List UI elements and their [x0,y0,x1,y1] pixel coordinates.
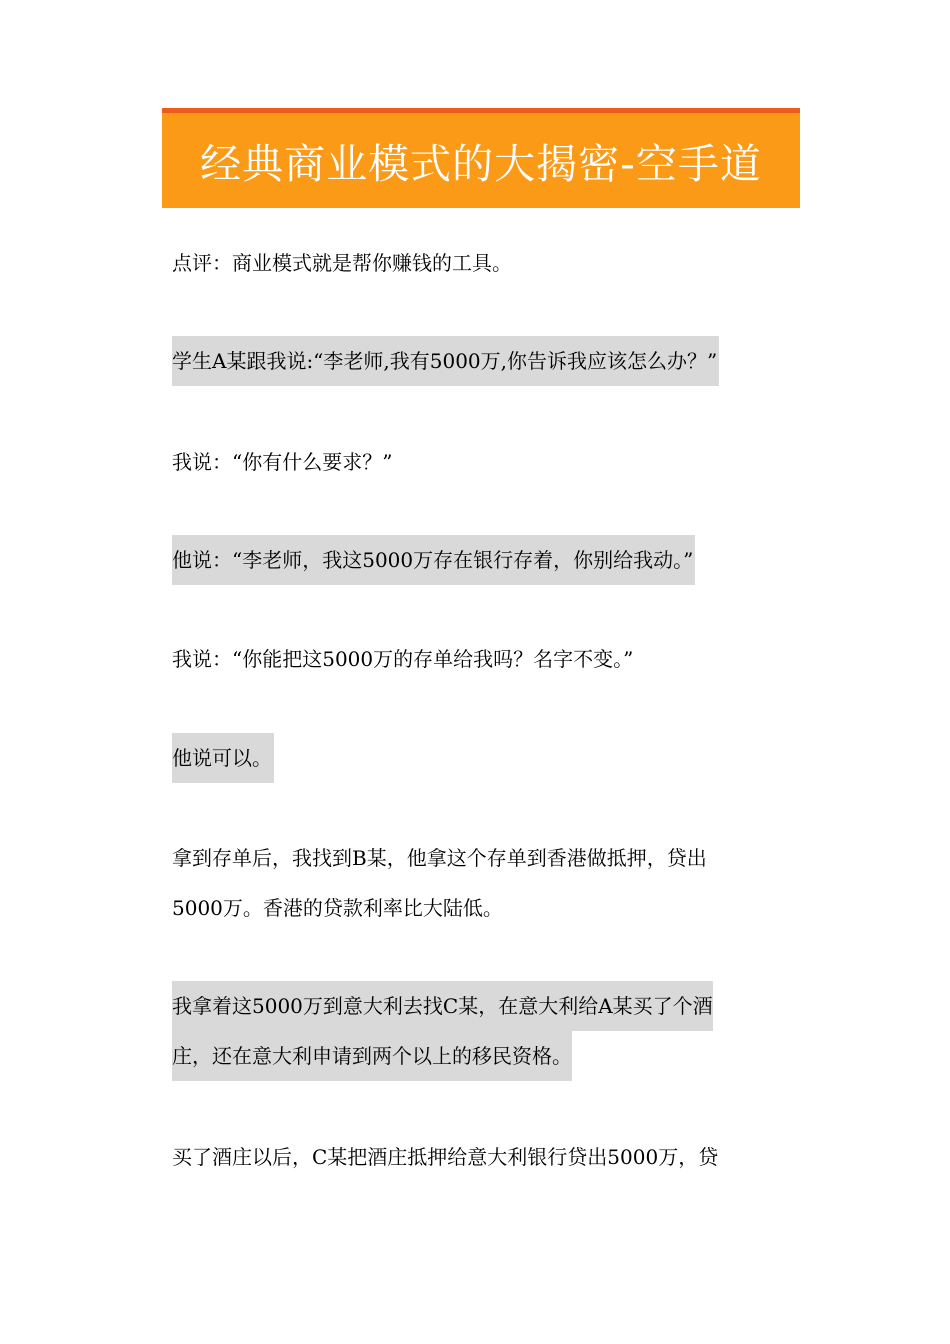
paragraph-line: 拿到存单后，我找到B某，他拿这个存单到香港做抵押，贷出 [172,846,707,870]
paragraph-winery-loan [172,1132,718,1182]
paragraph-line: 买了酒庄以后，C某把酒庄抵押给意大利银行贷出5000万，贷 [172,1145,719,1169]
highlighted-text: 庄，还在意大利申请到两个以上的移民资格。 [172,1031,572,1081]
paragraph-i-said-1 [172,437,392,487]
highlighted-text: 我拿着这5000万到意大利去找C某，在意大利给A某买了个酒 [172,981,713,1031]
highlighted-text: 他说可以。 [172,733,274,783]
document-title: 经典商业模式的大揭密-空手道 [200,140,762,188]
highlighted-text: 他说：“李老师，我这5000万存在银行存着，你别给我动。” [172,535,695,585]
highlighted-text: 学生A某跟我说:“李老师,我有5000万,你告诉我应该怎么办？” [172,336,719,386]
paragraph-line [172,981,713,1031]
paragraph-text: 点评：商业模式就是帮你赚钱的工具。 [172,251,512,275]
paragraph-he-said-1 [172,535,695,585]
paragraph-text: 我说：“你能把这5000万的存单给我吗？名字不变。” [172,647,634,671]
paragraph-student-a [172,336,719,386]
paragraph-i-said-2 [172,634,633,684]
title-banner [162,108,800,208]
paragraph-comment [172,238,512,288]
paragraph-italy-c [172,981,713,1081]
paragraph-deposit-b [172,833,707,933]
paragraph-line [172,1031,713,1081]
paragraph-line: 5000万。香港的贷款利率比大陆低。 [172,896,503,920]
paragraph-he-said-2 [172,733,274,783]
paragraph-text: 我说：“你有什么要求？” [172,450,393,474]
